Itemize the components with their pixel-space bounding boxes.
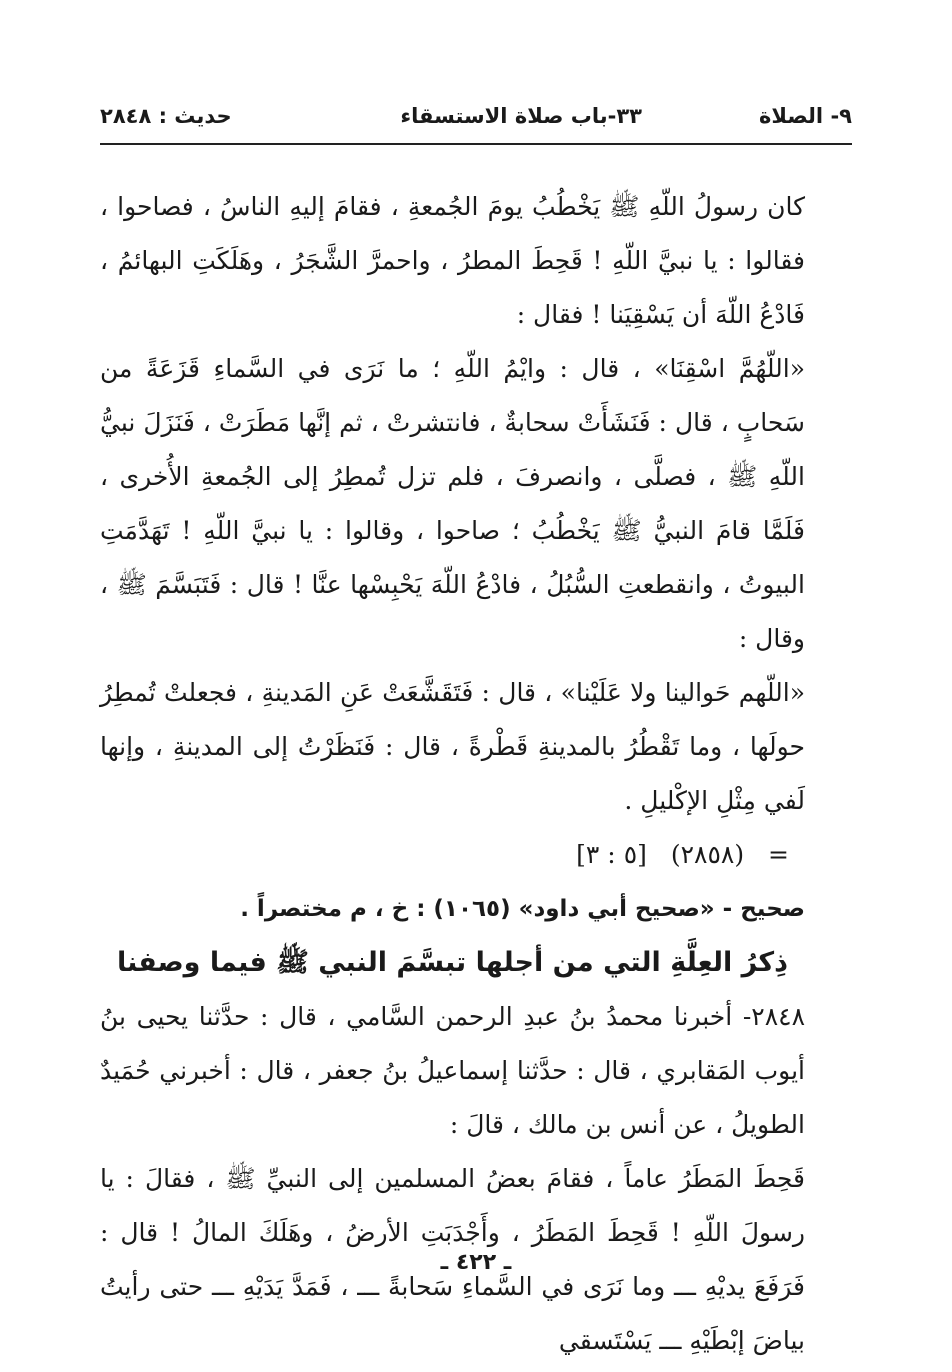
- paragraph: «اللّهم حَوالينا ولا عَلَيْنا» ، قال : فَتَقَشَّعَتْ عَنِ المَدينةِ ، فجعلتْ تُمطِرُ حولَها ، وما تَقْطُرُ بالمدينةِ قَطْرةً ، قال : فَنَظَرْتُ إلى المدينةِ ، وإنها لَفي مِثْلِ الإكْليلِ .: [100, 678, 805, 815]
- book-title: ٩- الصلاة: [759, 104, 852, 128]
- hadith-number: حديث : ٢٨٤٨: [100, 104, 232, 128]
- reference-equals: =: [768, 840, 789, 869]
- reference-number: (٢٨٥٨): [670, 840, 745, 869]
- grade-line: صحيح - «صحيح أبي داود» (١٠٦٥) : خ ، م مختصراً .: [240, 896, 805, 922]
- chapter-title: ٣٣-باب صلاة الاستسقاء: [400, 104, 642, 128]
- running-header: [100, 98, 852, 138]
- page-body: [100, 180, 805, 1368]
- page-number: ـ ٤٢٢ ـ: [440, 1250, 512, 1275]
- isnad-chain: ٢٨٤٨- أخبرنا محمدُ بنُ عبدِ الرحمن السَّامي ، قال : حدَّثنا يحيى بنُ أيوب المَقابري ، قال : حدَّثنا إسماعيلُ بنُ جعفر ، قال : أخبرني حُمَيدٌ الطويلُ ، عن أنس بن مالك ، قالَ :: [100, 1002, 805, 1139]
- paragraph: كان رسولُ اللّهِ ﷺ يَخْطُبُ يومَ الجُمعةِ ، فقامَ إليهِ الناسُ ، فصاحوا ، فقالوا : يا نبيَّ اللّهِ ! قَحِطَ المطرُ ، واحمرَّ الشَّجَرُ ، وهَلَكَتِ البهائمُ ، فَادْعُ اللّهَ أن يَسْقِيَنا ! فقال :: [100, 192, 805, 329]
- reference-line: [100, 828, 805, 882]
- header-divider: [100, 143, 852, 145]
- paragraph: «اللّهُمَّ اسْقِنَا» ، قال : وايْمُ اللّهِ ؛ ما نَرَى في السَّماءِ قَزَعَةً من سَحابٍ ، قال : فَنَشَأَتْ سحابةٌ ، فانتشرتْ ، ثم إنَّها مَطَرَتْ ، فَنَزَلَ نبيُّ اللّهِ ﷺ ، فصلَّى ، وانصرفَ ، فلم تزل تُمطِرُ إلى الجُمعةِ الأُخرى ، فَلَمَّا قامَ النبيُّ ﷺ يَخْطُبُ ؛ صاحوا ، وقالوا : يا نبيَّ اللّهِ ! تَهَدَّمَتِ البيوتُ ، وانقطعتِ السُّبُلُ ، فادْعُ اللّهَ يَحْبِسْها عنَّا ! قال : فَتَبَسَّمَ ﷺ ، وقال :: [100, 354, 806, 653]
- section-title: ذِكرُ العِلَّةِ التي من أجلها تبسَّمَ النبي ﷺ فيما وصفنا: [116, 947, 788, 978]
- hadith-text: قَحِطَ المَطَرُ عاماً ، فقامَ بعضُ المسلمين إلى النبيِّ ﷺ ، فقالَ : يا رسولَ اللّهِ ! قَحِطَ المَطَرُ ، وأَجْدَبَتِ الأرضُ ، وهَلَكَ المالُ ! قال : فَرَفَعَ يديْهِ ـــ وما نَرَى في السَّماءِ سَحابةً ـــ ، فَمَدَّ يَدَيْهِ ـــ حتى رأيتُ بياضَ إبْطَيْهِ ـــ يَسْتَسقي: [100, 1164, 805, 1355]
- reference-location: [٥ : ٣]: [576, 840, 647, 869]
